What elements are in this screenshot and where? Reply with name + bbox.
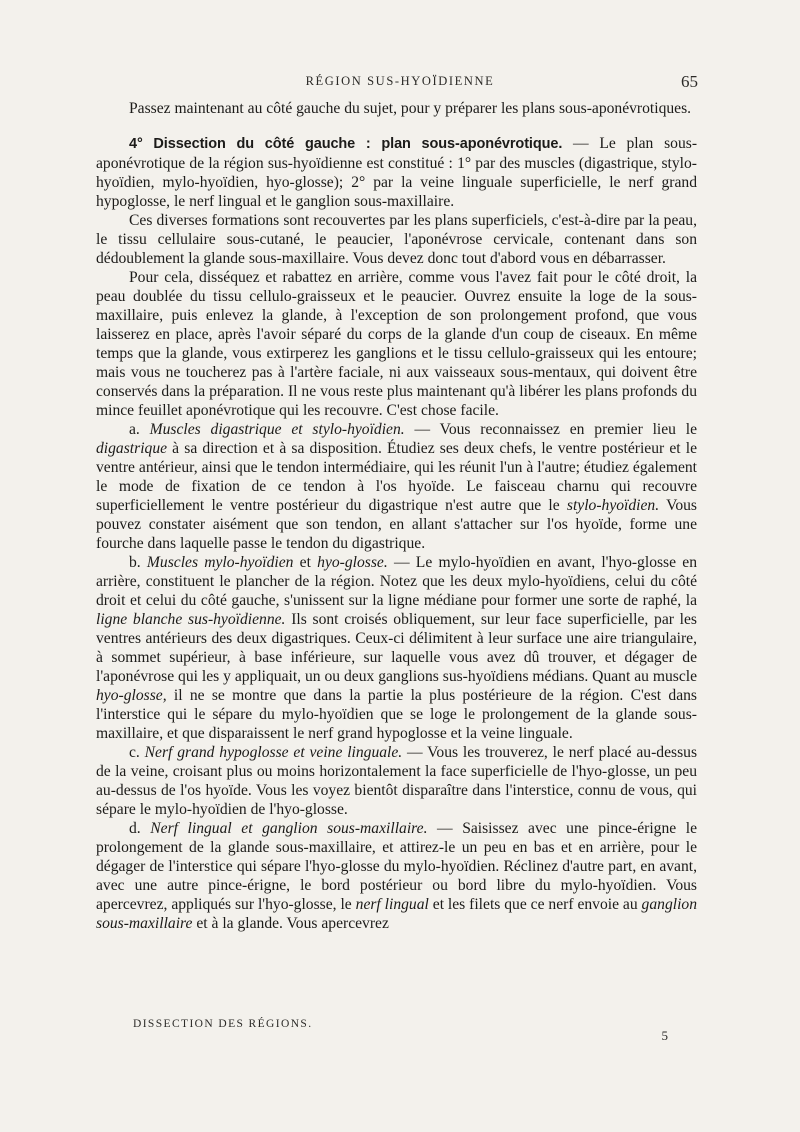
paragraph-p2 xyxy=(96,134,697,211)
signature-mark: 5 xyxy=(661,1028,668,1043)
page-header xyxy=(0,72,800,94)
text-run: à sa direction et à sa disposition. Étudiez ses deux chefs, le ventre postérieur et le ventre antérieur, ainsi que le tendon intermédiaire, qui les réunit l'un à l'autre; étudiez également le mode de fixation de ce tendon à l'os hyoïde. Le faisceau charnu qui recouvre superficiellement le ventre postérieur du digastrique n'est autre que le xyxy=(96,440,697,514)
paragraph-p3 xyxy=(96,211,697,268)
page-footer xyxy=(0,1016,800,1046)
text-run: Vous pouvez constater aisément que son tendon, en allant s'attacher sur l'os hyoïde, forme une fourche dans laquelle passe le tendon du digastrique. xyxy=(96,497,698,552)
italic-term: stylo-hyoïdien. xyxy=(566,497,660,514)
text-run: — Vous les trouverez, le nerf placé au-dessus de la veine, croisant plus ou moins horizontalement la face superficielle de l'hyo-glosse, un peu au-dessus de l'os hyoïde. Vous les voyez bientôt disparaître dans l'interstice, connu de vous, qui sépare le mylo-hyoïdien de l'hyo-glosse. xyxy=(96,744,698,818)
text-run: c. xyxy=(129,744,145,761)
italic-term: ganglion sous-maxillaire xyxy=(96,896,697,932)
paragraph-p6 xyxy=(96,553,697,743)
text-run: — Vous reconnaissez en premier lieu le xyxy=(404,421,698,438)
text-run: il ne se montre que dans la partie la plus postérieure de la région. C'est dans l'interstice qui le sépare du mylo-hyoïdien que se loge le prolongement de la glande sous-maxillaire, et que disparaissent le nerf grand hypoglosse et la veine linguale. xyxy=(96,687,697,742)
text-run: Passez maintenant au côté gauche du sujet, pour y préparer les plans sous-aponévrotiques. xyxy=(129,100,692,117)
text-run: Ces diverses formations sont recouvertes par les plans superficiels, c'est-à-dire par la peau, le tissu cellulaire sous-cutané, le peaucier, l'aponévrose cervicale, contenant dans son dédoublement la glande sous-maxillaire. Vous devez donc tout d'abord vous en débarrasser. xyxy=(96,212,697,267)
paragraph-p8 xyxy=(96,819,697,933)
italic-term: hyo-glosse. xyxy=(317,554,388,571)
text-run: — Saisissez avec une pince-érigne le prolongement de la glande sous-maxillaire, et attirez-le un peu en bas et en arrière, pour le dégager de l'interstice qui sépare l'hyo-glosse du mylo-hyoïdien. Réclinez d'autre part, en avant, avec une autre pince-érigne, le bord postérieur ou bord libre du mylo-hyoïdien. Vous apercevrez, appliqués sur l'hyo-glosse, le xyxy=(96,820,698,913)
italic-term: Muscles mylo-hyoïdien xyxy=(146,554,294,571)
text-run: et les filets que ce nerf envoie au xyxy=(428,896,642,913)
running-title: RÉGION SUS-HYOÏDIENNE xyxy=(305,74,495,88)
italic-term: ligne blanche sus-hyoïdienne. xyxy=(96,611,286,628)
italic-term: digastrique xyxy=(96,440,168,457)
body-text xyxy=(96,99,697,933)
text-run: b. xyxy=(129,554,147,571)
italic-term: Nerf grand hypoglosse et veine linguale. xyxy=(144,744,403,761)
text-run: et xyxy=(293,554,318,571)
paragraph-p5 xyxy=(96,420,697,553)
paragraph-p1 xyxy=(96,99,697,118)
italic-term: Nerf lingual et ganglion sous-maxillaire. xyxy=(150,820,428,837)
page-number: 65 xyxy=(681,72,698,91)
italic-term: Muscles digastrique et stylo-hyoïdien. xyxy=(149,421,405,438)
text-run: — Le plan sous-aponévrotique de la région sus-hyoïdienne est constitué : 1° par des muscles (digastrique, stylo-hyoïdien, mylo-hyoïdien, hyo-glosse); 2° par la veine linguale superficielle, le nerf grand hypoglosse, le nerf lingual et le ganglion sous-maxillaire. xyxy=(96,135,698,210)
text-run: — Le mylo-hyoïdien en avant, l'hyo-glosse en arrière, constituent le plancher de la région. Notez que les deux mylo-hyoïdiens, celui du côté droit et celui du côté gauche, s'unissent sur la ligne médiane pour former une sorte de raphé, la xyxy=(96,554,697,609)
footer-book-title: DISSECTION DES RÉGIONS. xyxy=(133,1018,313,1030)
italic-term: nerf lingual xyxy=(355,896,429,913)
section-heading: 4° Dissection du côté gauche : plan sous-aponévrotique. xyxy=(129,136,563,152)
text-run: et à la glande. Vous apercevrez xyxy=(192,915,389,932)
text-run: d. xyxy=(129,820,151,837)
paragraph-p4 xyxy=(96,268,697,420)
text-run: Ils sont croisés obliquement, sur leur face superficielle, par les ventres antérieurs des deux digastriques. Ceux-ci délimitent à leur surface une aire triangulaire, à sommet supérieur, à base inférieure, sur laquelle vous avez dû trouver, et dégager de l'aponévrose qui les y appliquait, un ou deux ganglions sus-hyoïdiens médians. Quant au muscle xyxy=(96,611,697,685)
italic-term: hyo-glosse, xyxy=(96,687,167,704)
text-run: a. xyxy=(129,421,150,438)
text-run: Pour cela, disséquez et rabattez en arrière, comme vous l'avez fait pour le côté droit, la peau doublée du tissu cellulo-graisseux et le peaucier. Ouvrez ensuite la loge de la sous-maxillaire, puis enlevez la glande, à l'exception de son prolongement profond, que vous laisserez en place, après l'avoir séparé du corps de la glande d'un coup de ciseaux. En même temps que la glande, vous extirperez les ganglions et le tissu cellulo-graisseux qui les entoure; mais vous ne toucherez pas à l'artère faciale, ni aux vaisseaux sous-mentaux, qui doivent être conservés dans la préparation. Il ne vous reste plus maintenant qu'à libérer les plans profonds du mince feuillet aponévrotique qui les recouvre. C'est chose facile. xyxy=(96,269,697,419)
paragraph-p7 xyxy=(96,743,697,819)
